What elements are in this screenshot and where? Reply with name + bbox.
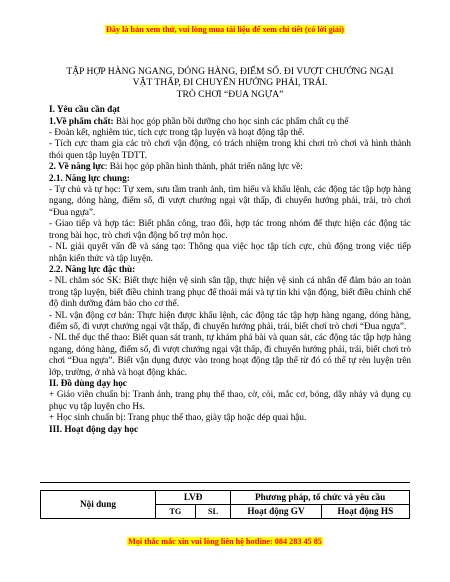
subheader-gv: Hoạt động GV [231,505,321,519]
health-care-item: - NL chăm sóc SK: Biết thực hiện vệ sinh sân tập, thực hiện vệ sinh cá nhân để đảm bảo an toàn trong tập luyện, biết điều chỉnh trang phục để thoải mái và tự tin khi vận động, biết điều chỉnh chế độ dinh dưỡng đảm bảo cho cơ thể. [49,275,411,309]
sports-item: - NL thể dục thể thao: Biết quan sát tranh, tự khám phá bài và quan sát, các động tác tập hợp hàng ngang, dóng hàng, điểm số, đi vượt chướng ngại vật thấp, đi chuyển hướng phải, trái, biết chơi trò chơi “Đua ngựa”. Biết vận dụng được vào trong hoạt động tập thể từ đó có thể tự rèn luyện trên lớp, trường, ở nhà và hoạt động khác. [49,332,411,377]
active-play-item: - Tích cực tham gia các trò chơi vận động, có trách nhiệm trong khi chơi trò chơi và hình thành thói quen tập luyện TDTT. [49,138,411,160]
preview-banner [0,25,450,34]
problem-solving-item: - NL giải quyết vấn đề và sáng tạo: Thông qua việc học tập tích cực, chủ động trong việc tiếp nhận kiến thức và tập luyện. [49,241,411,263]
title-line-2: VẬT THẤP, ĐI CHUYỂN HƯỚNG PHẢI, TRÁI. [132,77,328,89]
quality-text: Bài học góp phần bồi dưỡng cho học sinh các phẩm chất cụ thể [113,115,349,126]
title-line-3: TRÒ CHƠI “ĐUA NGỰA” [176,88,284,100]
table-header-row [41,491,410,505]
header-content: Nội dung [41,491,156,519]
competence-label: 2. Về năng lực [49,161,105,172]
heading-specific-competence: 2.2. Năng lực đặc thù: [49,263,136,274]
lesson-title [49,66,411,100]
header-lvd: LVĐ [156,491,231,505]
subheader-tg: TG [156,505,196,519]
heading-activities: III. Hoạt động dạy học [49,423,139,434]
preview-banner-text: Đây là bản xem thử, vui lòng mua tài liệu để xem chi tiết (có lời giải) [105,25,344,34]
subheader-sl: SL [195,505,231,519]
heading-requirements: I. Yêu cầu cần đạt [49,104,120,115]
communication-item: - Giao tiếp và hợp tác: Biết phân công, trao đổi, hợp tác trong nhóm để thực hiện các động tác trong bài học, trò chơi vận động bổ trợ môn học. [49,218,411,240]
basic-movement-item: - NL vận động cơ bản: Thực hiện được khẩu lệnh, các động tác tập hợp hàng ngang, dóng hàng, điểm số, đi vượt chướng ngại vật thấp, đi chuyển hướng phải, trái, biết chơi trò chơi “Đua ngựa”. [49,309,411,331]
subheader-hs: Hoạt động HS [321,505,409,519]
hotline-banner-text: Mọi thắc mắc xin vui lòng liên hệ hotline: 084 283 45 85 [128,537,322,546]
heading-general-competence: 2.1. Năng lực chung: [49,172,130,183]
lesson-plan-table [40,490,410,519]
hotline-banner [0,537,450,546]
quality-label: 1.Về phẩm chất: [49,115,114,126]
heading-teaching-aids: II. Đồ dùng dạy học [49,377,127,388]
title-line-1: TẬP HỢP HÀNG NGANG, DÓNG HÀNG, ĐIỂM SỐ. ĐI VƯỢT CHƯỚNG NGẠI [66,66,394,77]
student-prep-item: + Học sinh chuẩn bị: Trang phục thể thao, giày tập hoặc dép quai hậu. [49,412,307,423]
quality-paragraph [49,116,411,127]
header-method: Phương pháp, tổ chức và yêu cầu [231,491,410,505]
self-study-item: - Tự chủ và tự học: Tự xem, sưu tầm tranh ảnh, tìm hiểu và khẩu lệnh, các động tác tập hợp hàng ngang, dóng hàng, điểm số, đi vượt chướng ngại vật thấp, đi chuyển hướng phải, trái, trò chơi “Đua ngựa”. [49,184,411,217]
competence-paragraph [49,161,411,172]
table-top-rule [40,482,410,483]
solidarity-item: - Đoàn kết, nghiêm túc, tích cực trong tập luyện và hoạt động tập thể. [49,127,305,138]
teacher-prep-item: + Giáo viên chuẩn bị: Tranh ảnh, trang phụ thể thao, cờ, còi, mắc cơ, bóng, dây nhảy và dụng cụ phục vụ tập luyện cho Hs. [49,389,411,411]
competence-text: : Bài học góp phần hình thành, phát triển năng lực về: [104,161,303,172]
document-body [49,66,411,435]
